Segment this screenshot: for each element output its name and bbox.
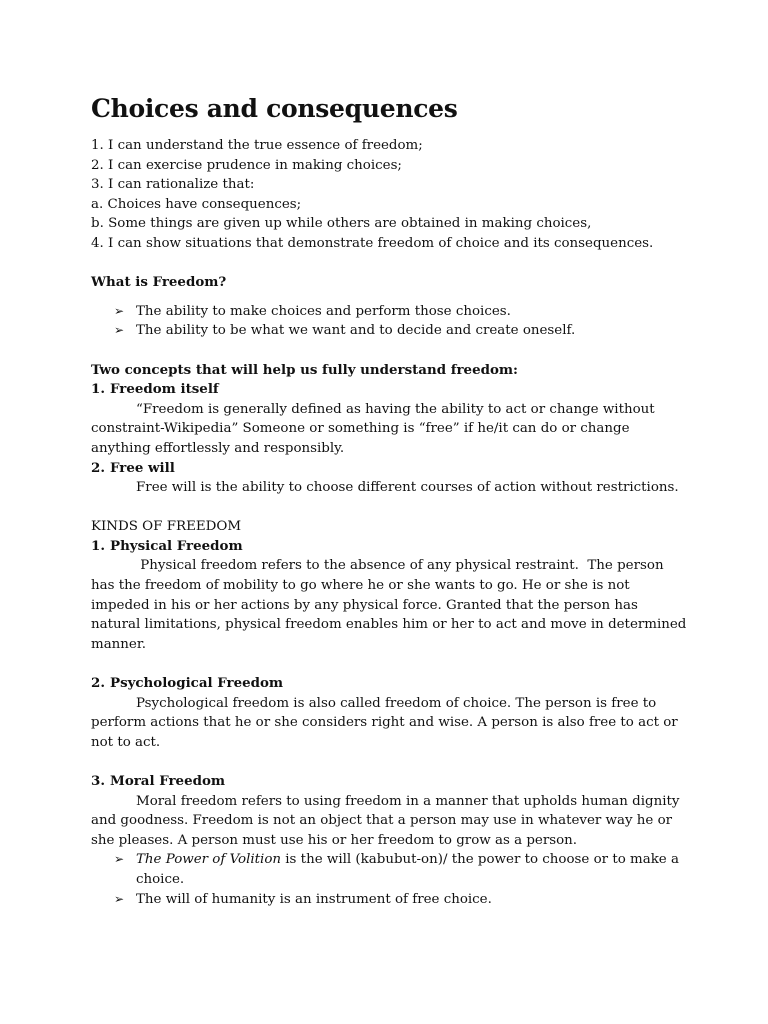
concept-paragraph: “Freedom is generally defined as having the ability to act or change without constraint-Wikipedia” Someone or something is “free” if he/it can do or change anything effortlessly and responsibly.	[91, 401, 655, 456]
bullet-item	[91, 302, 691, 322]
bullet-text: The ability to be what we want and to decide and create oneself.	[136, 323, 576, 339]
kind-heading	[91, 537, 691, 557]
objective-item: 1. I can understand the true essence of freedom;	[91, 138, 423, 153]
arrow-bullet-icon: ➢	[114, 323, 125, 338]
bullet-item	[91, 321, 691, 341]
objective-item: b. Some things are given up while others are obtained in making choices,	[91, 216, 592, 232]
arrow-bullet-icon: ➢	[114, 891, 125, 906]
kind-paragraph: Physical freedom refers to the absence of any physical restraint. The person has the freedom of mobility to go where he or she wants to go. He or she is not impeded in his or her actions by any physical force. Granted that the person has natural limitations, physical freedom enables him or her to act and move in determined manner.	[91, 558, 691, 652]
concept-heading	[91, 380, 691, 400]
objective-item: 4. I can show situations that demonstrate freedom of choice and its consequences.	[91, 235, 654, 251]
objective-item: 3. I can rationalize that:	[91, 177, 255, 193]
kind-paragraph: Moral freedom refers to using freedom in a manner that upholds human dignity and goodness. Freedom is not an object that a person may use in whatever way he or she pleases. A person must use his or her freedom to grow as a person.	[91, 793, 680, 848]
objective-item: 2. I can exercise prudence in making choices;	[91, 157, 402, 173]
concept-paragraph: Free will is the ability to choose different courses of action without restrictions.	[136, 480, 679, 496]
kind-heading	[91, 674, 691, 694]
moral-bullet-list	[91, 850, 691, 909]
document-title: Choices and consequences	[91, 94, 458, 123]
bullet-item	[91, 890, 691, 910]
kind-title: Physical Freedom	[110, 537, 243, 554]
bullet-item	[91, 850, 691, 889]
concept-number: 1.	[91, 381, 105, 398]
objectives-list	[91, 136, 691, 254]
kind-title: Psychological Freedom	[110, 675, 284, 692]
section-heading-two-concepts: Two concepts that will help us fully understand freedom:	[91, 361, 518, 378]
concept-title: Free will	[110, 459, 175, 476]
kind-title: Moral Freedom	[110, 773, 226, 789]
bullet-text: is the will (kabubut-on)/ the power to choose or to make a choice.	[136, 852, 679, 887]
concept-heading	[91, 459, 691, 479]
arrow-bullet-icon: ➢	[114, 852, 125, 867]
objective-item: a. Choices have consequences;	[91, 196, 302, 212]
kind-number: 1.	[91, 537, 105, 554]
section-heading-kinds-of-freedom: KINDS OF FREEDOM	[91, 519, 242, 535]
concept-title: Freedom itself	[110, 381, 219, 398]
kind-heading	[91, 772, 691, 792]
freedom-bullet-list	[91, 302, 691, 341]
bullet-italic-text: The Power of Volition	[136, 852, 282, 868]
bullet-text: The will of humanity is an instrument of free choice.	[136, 891, 492, 907]
bullet-text: The ability to make choices and perform those choices.	[136, 303, 511, 319]
section-heading-what-is-freedom: What is Freedom?	[91, 274, 227, 291]
kind-number: 2.	[91, 675, 105, 692]
kind-number: 3.	[91, 773, 105, 789]
kind-paragraph: Psychological freedom is also called freedom of choice. The person is free to perform actions that he or she considers right and wise. A person is also free to act or not to act.	[91, 695, 678, 750]
document-page	[91, 92, 691, 909]
arrow-bullet-icon: ➢	[114, 303, 125, 318]
concept-number: 2.	[91, 459, 105, 476]
